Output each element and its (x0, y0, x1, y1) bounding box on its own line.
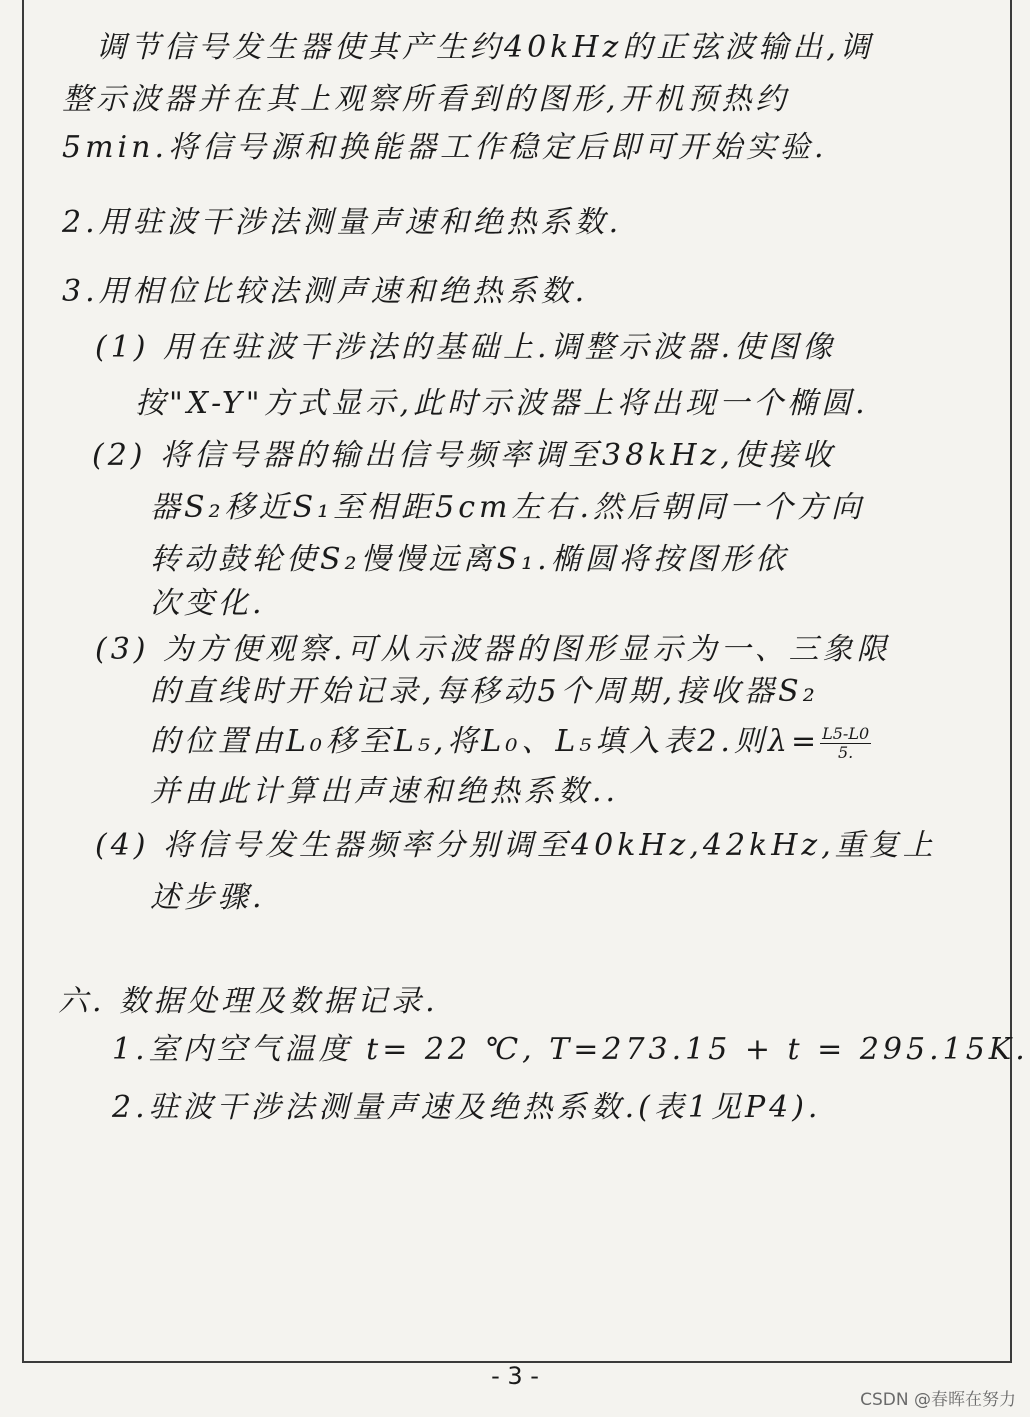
text-line-8: (2) 将信号器的输出信号频率调至38kHz,使接收 (92, 438, 836, 473)
text-line-4: 2.用驻波干涉法测量声速和绝热系数. (62, 205, 623, 240)
text-line-20: 2.驻波干涉法测量声速及绝热系数.(表1见P4). (112, 1090, 822, 1125)
text-line-14-main: 的位置由L₀移至L₅,将L₀、L₅填入表2.则λ= (150, 724, 821, 759)
fraction-numerator: L5-L0 (822, 723, 870, 743)
text-line-2: 整示波器并在其上观察所看到的图形,开机预热约 (62, 82, 790, 117)
fraction-denominator: 5. (837, 742, 854, 762)
text-line-17: 述步骤. (150, 880, 266, 915)
text-line-12: (3) 为方便观察.可从示波器的图形显示为一、三象限 (95, 632, 891, 667)
text-line-10: 转动鼓轮使S₂慢慢远离S₁.椭圆将按图形依 (150, 542, 789, 577)
text-line-14 (150, 722, 871, 762)
text-line-11: 次变化. (150, 586, 266, 621)
text-line-13: 的直线时开始记录,每移动5个周期,接收器S₂ (150, 674, 819, 709)
text-line-5: 3.用相位比较法测声速和绝热系数. (62, 274, 589, 309)
wavelength-fraction (820, 725, 871, 762)
text-line-6: (1) 用在驻波干涉法的基础上.调整示波器.使图像 (95, 330, 837, 365)
text-line-7: 按"X-Y"方式显示,此时示波器上将出现一个椭圆. (135, 386, 869, 421)
text-line-3: 5min.将信号源和换能器工作稳定后即可开始实验. (62, 130, 828, 165)
page-number: - 3 - (491, 1362, 539, 1390)
watermark: CSDN @春晖在努力 (860, 1390, 1016, 1410)
section-heading: 六. 数据处理及数据记录. (58, 984, 439, 1019)
text-line-16: (4) 将信号发生器频率分别调至40kHz,42kHz,重复上 (95, 828, 937, 863)
text-line-15: 并由此计算出声速和绝热系数.. (150, 774, 620, 809)
text-line-9: 器S₂移近S₁至相距5cm左右.然后朝同一个方向 (150, 490, 866, 525)
text-line-19: 1.室内空气温度 t= 22 ℃, T=273.15 + t = 295.15K. (112, 1032, 1029, 1067)
text-line-1: 调节信号发生器使其产生约40kHz的正弦波输出,调 (96, 30, 874, 65)
